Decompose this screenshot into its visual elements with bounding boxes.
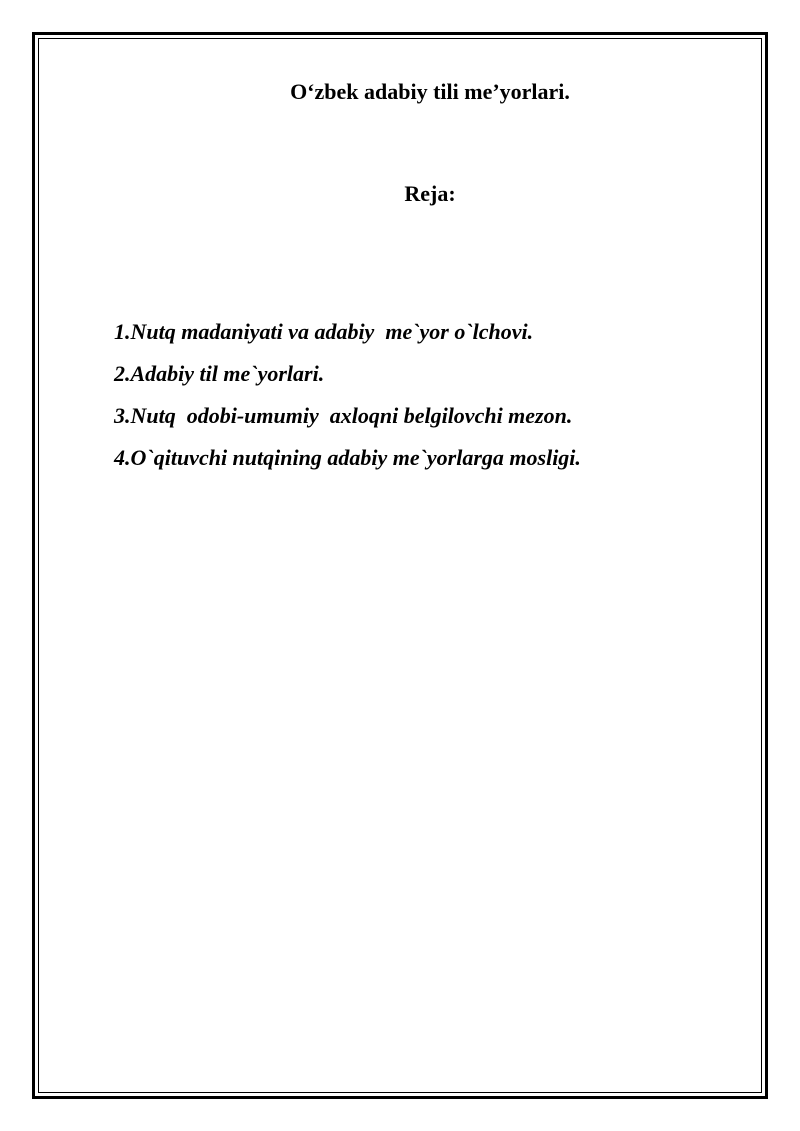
plan-item: 3.Nutq odobi-umumiy axloqni belgilovchi mezon. — [114, 403, 573, 428]
plan-heading: Reja: — [404, 181, 456, 206]
document-title: O‘zbek adabiy tili me’yorlari. — [290, 79, 570, 104]
plan-item: 4.O`qituvchi nutqining adabiy me`yorlarga mosligi. — [114, 445, 581, 470]
plan-list — [114, 318, 581, 486]
plan-item: 1.Nutq madaniyati va adabiy me`yor o`lchovi. — [114, 319, 534, 344]
plan-item: 2.Adabiy til me`yorlari. — [114, 361, 325, 386]
